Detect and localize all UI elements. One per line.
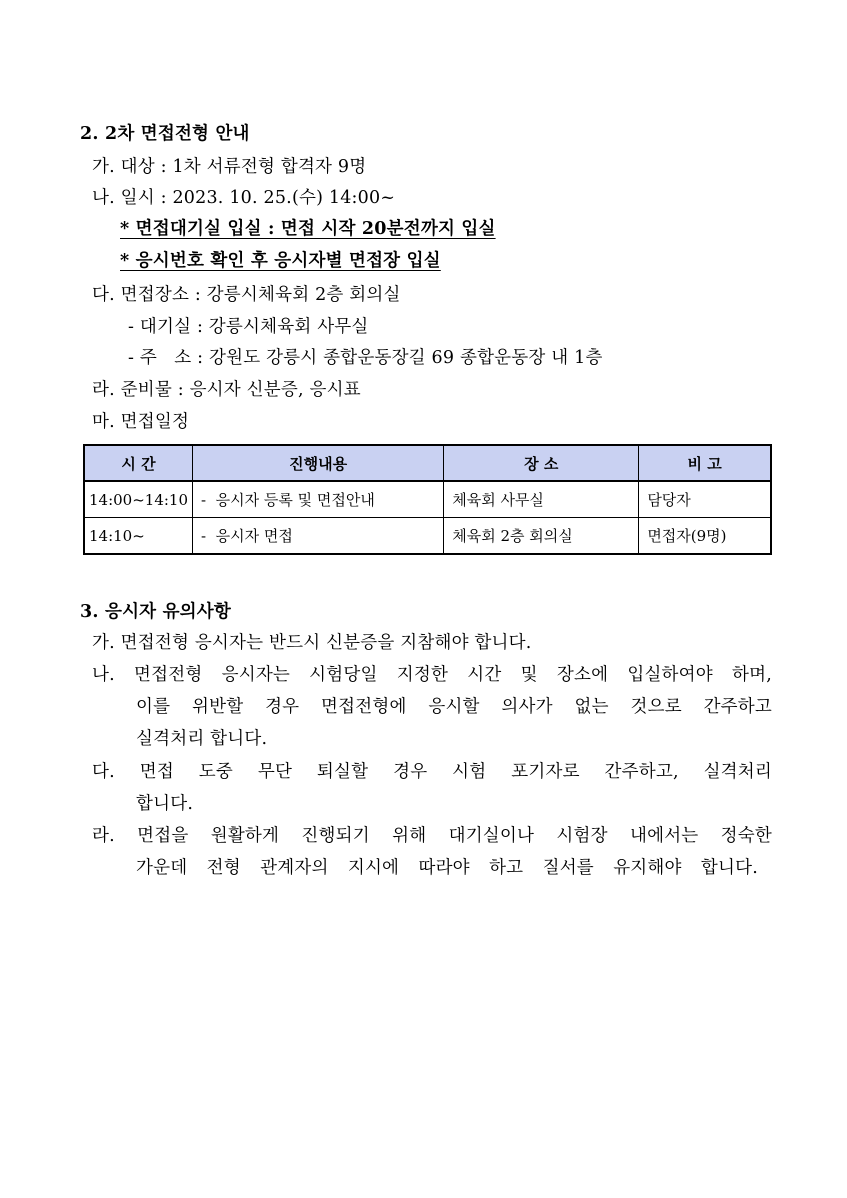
header-remarks: 비 고	[639, 445, 771, 481]
section-2-title: 2. 2차 면접전형 안내	[80, 124, 250, 144]
cell-place: 체육회 사무실	[444, 481, 639, 518]
section-3-item-b-line1: 나. 면접전형 응시자는 시험당일 지정한 시간 및 장소에 입실하여야 하며,	[92, 665, 772, 685]
section-3-item-c-line2: 합니다.	[136, 794, 194, 814]
header-time: 시 간	[84, 445, 193, 481]
section-2-item-a: 가. 대상 : 1차 서류전형 합격자 9명	[92, 157, 367, 177]
section-3-item-b-line3: 실격처리 합니다.	[136, 729, 268, 749]
cell-place: 체육회 2층 회의실	[444, 518, 639, 555]
cell-remarks: 담당자	[639, 481, 771, 518]
section-2-item-c-waiting: - 대기실 : 강릉시체육회 사무실	[128, 317, 369, 337]
section-2-item-d: 라. 준비물 : 응시자 신분증, 응시표	[92, 380, 361, 400]
section-2-item-c: 다. 면접장소 : 강릉시체육회 2층 회의실	[92, 285, 401, 305]
section-3-item-d-line1: 라. 면접을 원활하게 진행되기 위해 대기실이나 시험장 내에서는 정숙한	[92, 826, 772, 846]
cell-time: 14:00~14:10	[84, 481, 193, 518]
section-3-item-c-line1: 다. 면접 도중 무단 퇴실할 경우 시험 포기자로 간주하고, 실격처리	[92, 762, 772, 782]
section-2-item-e: 마. 면접일정	[92, 412, 190, 432]
header-content: 진행내용	[193, 445, 444, 481]
section-2-item-b: 나. 일시 : 2023. 10. 25.(수) 14:00~	[92, 188, 396, 208]
section-3-item-b-line2: 이를 위반할 경우 면접전형에 응시할 의사가 없는 것으로 간주하고	[136, 697, 772, 717]
section-3-item-d-line2: 가운데 전형 관계자의 지시에 따라야 하고 질서를 유지해야 합니다.	[136, 858, 758, 878]
section-3-item-a: 가. 면접전형 응시자는 반드시 신분증을 지참해야 합니다.	[92, 633, 532, 653]
section-3-title: 3. 응시자 유의사항	[80, 602, 231, 622]
header-place: 장 소	[444, 445, 639, 481]
interview-schedule-table	[83, 444, 772, 555]
note-waiting-room: * 면접대기실 입실 : 면접 시작 20분전까지 입실	[120, 219, 496, 239]
table-header-row	[84, 445, 771, 481]
note-applicant-number: * 응시번호 확인 후 응시자별 면접장 입실	[120, 251, 441, 271]
cell-content: - 응시자 면접	[193, 518, 444, 555]
section-2-item-c-address: - 주 소 : 강원도 강릉시 종합운동장길 69 종합운동장 내 1층	[128, 348, 603, 368]
cell-content: - 응시자 등록 및 면접안내	[193, 481, 444, 518]
cell-time: 14:10~	[84, 518, 193, 555]
table-row	[84, 518, 771, 555]
cell-remarks: 면접자(9명)	[639, 518, 771, 555]
table-row	[84, 481, 771, 518]
